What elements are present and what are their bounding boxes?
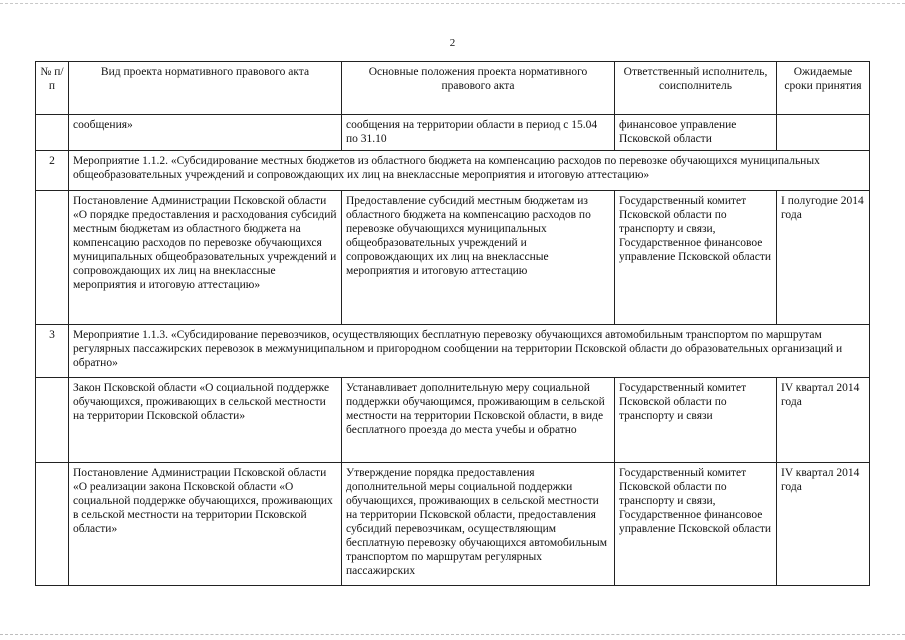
deadline-cell	[777, 115, 870, 151]
deadline-cell: I полугодие 2014 года	[777, 191, 870, 325]
measure-row	[36, 325, 870, 378]
measure-row	[36, 151, 870, 191]
row-num-cell	[36, 191, 69, 325]
table-header-row	[36, 62, 870, 115]
header-deadline: Ожидаемые сроки принятия	[777, 62, 870, 115]
executor-cell: финансовое управление Псковской области	[615, 115, 777, 151]
scan-edge-top	[0, 3, 905, 4]
act-type-cell: сообщения»	[69, 115, 342, 151]
table-row	[36, 115, 870, 151]
scan-edge-bottom	[0, 634, 905, 635]
table-row	[36, 463, 870, 586]
legal-acts-table	[35, 61, 870, 586]
table-row	[36, 378, 870, 463]
act-type-cell: Постановление Администрации Псковской области «О реализации закона Псковской области «О социальной поддержке обучающихся, проживающих в сельской местности на территории Псковской области»	[69, 463, 342, 586]
row-num-cell	[36, 115, 69, 151]
page-number: 2	[449, 37, 456, 49]
header-executor: Ответственный исполнитель, соисполнитель	[615, 62, 777, 115]
executor-cell: Государственный комитет Псковской области по транспорту и связи	[615, 378, 777, 463]
deadline-cell: IV квартал 2014 года	[777, 378, 870, 463]
provisions-cell: Устанавливает дополнительную меру социальной поддержки обучающимся, проживающим в сельской местности на территории Псковской области, в виде бесплатного проезда до места учебы и обратно	[342, 378, 615, 463]
header-act-type: Вид проекта нормативного правового акта	[69, 62, 342, 115]
measure-text: Мероприятие 1.1.2. «Субсидирование местных бюджетов из областного бюджета на компенсацию расходов по перевозке обучающихся муниципальных общеобразовательных учреждений и сопровождающих их лиц на внеклассные мероприятия и итоговую аттестацию»	[69, 151, 870, 191]
provisions-cell: сообщения на территории области в период с 15.04 по 31.10	[342, 115, 615, 151]
executor-cell: Государственный комитет Псковской области по транспорту и связи, Государственное финансовое управление Псковской области	[615, 191, 777, 325]
row-num-cell: 3	[36, 325, 69, 378]
table-row	[36, 191, 870, 325]
provisions-cell: Предоставление субсидий местным бюджетам из областного бюджета на компенсацию расходов по перевозке обучающихся муниципальных общеобразовательных учреждений и сопровождающих их лиц на внеклассные мероприятия и итоговую аттестацию	[342, 191, 615, 325]
row-num-cell	[36, 463, 69, 586]
row-num-cell	[36, 378, 69, 463]
act-type-cell: Закон Псковской области «О социальной поддержке обучающихся, проживающих в сельской местности на территории Псковской области»	[69, 378, 342, 463]
provisions-cell: Утверждение порядка предоставления дополнительной меры социальной поддержки обучающихся, проживающих в сельской местности на территории Псковской области, предоставления субсидий перевозчикам, осуществляющим бесплатную перевозку обучающихся автомобильным транспортом по маршрутам регулярных пассажирских	[342, 463, 615, 586]
executor-cell: Государственный комитет Псковской области по транспорту и связи, Государственное финансовое управление Псковской области	[615, 463, 777, 586]
act-type-cell: Постановление Администрации Псковской области «О порядке предоставления и расходования субсидий местным бюджетам из областного бюджета на компенсацию расходов по перевозке обучающихся муниципальных общеобразовательных учреждений и сопровождающих их лиц на внеклассные мероприятия и итоговую аттестацию»	[69, 191, 342, 325]
measure-text: Мероприятие 1.1.3. «Субсидирование перевозчиков, осуществляющих бесплатную перевозку обучающихся автомобильным транспортом по маршрутам регулярных пассажирских перевозок в межмуниципальном и пригородном сообщении на территории Псковской области до образовательных организаций и обратно»	[69, 325, 870, 378]
header-provisions: Основные положения проекта нормативного правового акта	[342, 62, 615, 115]
row-num-cell: 2	[36, 151, 69, 191]
header-num: № п/п	[36, 62, 69, 115]
deadline-cell: IV квартал 2014 года	[777, 463, 870, 586]
